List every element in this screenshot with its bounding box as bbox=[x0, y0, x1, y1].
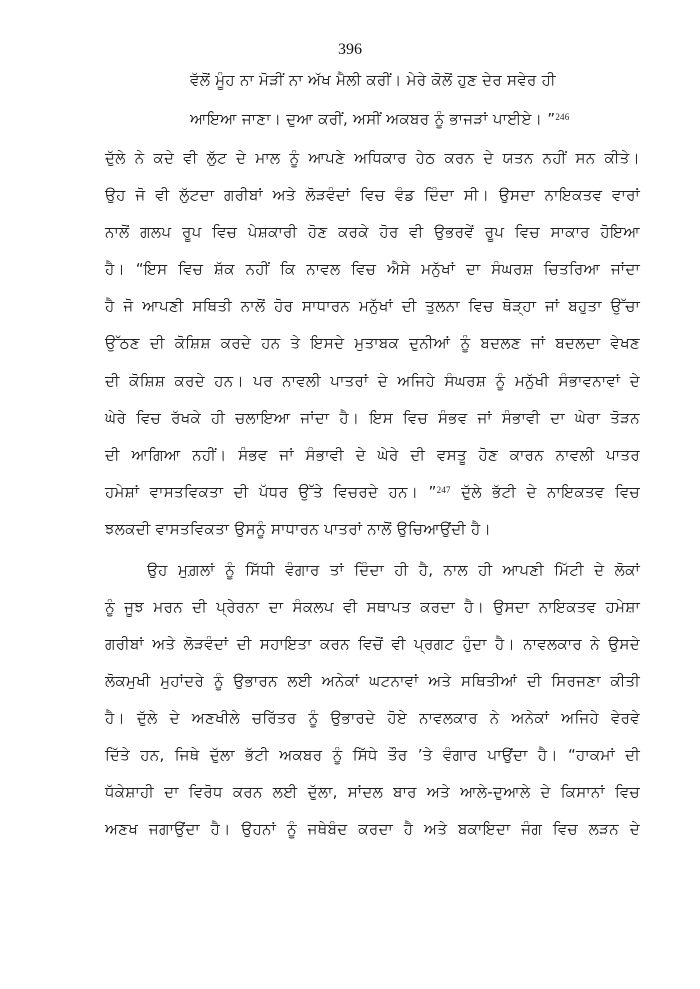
paragraph-line-text: ਦੁੱਲੇ ਭੱਟੀ ਦੇ ਨਾਇਕਤਵ ਵਿਚ bbox=[450, 483, 640, 501]
footnote-ref: 246 bbox=[555, 112, 570, 122]
paragraph-line: ਦਿੱਤੇ ਹਨ, ਜਿਥੇ ਦੁੱਲਾ ਭੱਟੀ ਅਕਬਰ ਨੂੰ ਸਿੱਧੇ ਤੌਰ ’ਤੇ ਵੰਗਾਰ ਪਾਉਂਦਾ ਹੈ। “ਹਾਕਮਾਂ ਦੀ bbox=[105, 746, 640, 764]
quote-line: ਵੱਲੋਂ ਮੂੰਹ ਨਾ ਮੋੜੀਂ ਨਾ ਅੱਖ ਮੈਲੀ ਕਰੀਂ। ਮੇਰੇ ਕੋਲੋਂ ਹੁਣ ਦੇਰ ਸਵੇਰ ਹੀ bbox=[190, 71, 556, 89]
paragraph-line: ਹੈ। “ਇਸ ਵਿਚ ਸ਼ੱਕ ਨਹੀਂ ਕਿ ਨਾਵਲ ਵਿਚ ਐਸੇ ਮਨੁੱਖਾਂ ਦਾ ਸੰਘਰਸ਼ ਚਿਤਰਿਆ ਜਾਂਦਾ bbox=[105, 260, 640, 278]
footnote-ref: 247 bbox=[436, 485, 451, 495]
paragraph-line: ਅਣਖ ਜਗਾਉਂਦਾ ਹੈ। ਉਹਨਾਂ ਨੂੰ ਜਥੇਬੰਦ ਕਰਦਾ ਹੈ ਅਤੇ ਬਕਾਇਦਾ ਜੰਗ ਵਿਚ ਲੜਨ ਦੇ bbox=[105, 820, 640, 838]
quote-line-text: ਆਇਆ ਜਾਣਾ। ਦੁਆ ਕਰੀਂ, ਅਸੀਂ ਅਕਬਰ ਨੂੰ ਭਾਜੜਾਂ ਪਾਈਏ। ” bbox=[190, 110, 556, 128]
paragraph-line-text: ਹਮੇਸ਼ਾਂ ਵਾਸਤਵਿਕਤਾ ਦੀ ਪੱਧਰ ਉੱਤੇ ਵਿਚਰਦੇ ਹਨ। ” bbox=[105, 483, 437, 501]
paragraph-line: ਉਹ ਮੁਗ਼ਲਾਂ ਨੂੰ ਸਿੱਧੀ ਵੰਗਾਰ ਤਾਂ ਦਿੰਦਾ ਹੀ ਹੈ, ਨਾਲ ਹੀ ਆਪਣੀ ਮਿੱਟੀ ਦੇ ਲੋਕਾਂ bbox=[147, 561, 640, 579]
paragraph-line: ਲੋਕਮੁਖੀ ਮੁਹਾਂਦਰੇ ਨੂੰ ਉਭਾਰਨ ਲਈ ਅਨੇਕਾਂ ਘਟਨਾਵਾਂ ਅਤੇ ਸਥਿਤੀਆਂ ਦੀ ਸਿਰਜਣਾ ਕੀਤੀ bbox=[105, 672, 640, 690]
paragraph-line: ਹੈ ਜੋ ਆਪਣੀ ਸਥਿਤੀ ਨਾਲੋਂ ਹੋਰ ਸਾਧਾਰਨ ਮਨੁੱਖਾਂ ਦੀ ਤੁਲਨਾ ਵਿਚ ਥੋੜ੍ਹਾ ਜਾਂ ਬਹੁਤਾ ਉੱਚਾ bbox=[105, 297, 640, 315]
paragraph-line: ਨੂੰ ਜੂਝ ਮਰਨ ਦੀ ਪ੍ਰੇਰਨਾ ਦਾ ਸੰਕਲਪ ਵੀ ਸਥਾਪਤ ਕਰਦਾ ਹੈ। ਉਸਦਾ ਨਾਇਕਤਵ ਹਮੇਸ਼ਾ bbox=[105, 598, 640, 616]
paragraph-line: ਗਰੀਬਾਂ ਅਤੇ ਲੋੜਵੰਦਾਂ ਦੀ ਸਹਾਇਤਾ ਕਰਨ ਵਿਚੋਂ ਵੀ ਪ੍ਰਗਟ ਹੁੰਦਾ ਹੈ। ਨਾਵਲਕਾਰ ਨੇ ਉਸਦੇ bbox=[105, 635, 640, 653]
paragraph-line: ਨਾਲੋਂ ਗਲਪ ਰੂਪ ਵਿਚ ਪੇਸ਼ਕਾਰੀ ਹੋਣ ਕਰਕੇ ਹੋਰ ਵੀ ਉਭਰਵੇਂ ਰੂਪ ਵਿਚ ਸਾਕਾਰ ਹੋਇਆ bbox=[105, 223, 640, 241]
paragraph-line: ਝਲਕਦੀ ਵਾਸਤਵਿਕਤਾ ਉਸਨੂੰ ਸਾਧਾਰਨ ਪਾਤਰਾਂ ਨਾਲੋਂ ਉਚਿਆਉਂਦੀ ਹੈ। bbox=[105, 520, 492, 538]
paragraph-line: ਘੇਰੇ ਵਿਚ ਰੱਖਕੇ ਹੀ ਚਲਾਇਆ ਜਾਂਦਾ ਹੈ। ਇਸ ਵਿਚ ਸੰਭਵ ਜਾਂ ਸੰਭਾਵੀ ਦਾ ਘੇਰਾ ਤੋੜਨ bbox=[105, 409, 640, 427]
paragraph-line bbox=[105, 481, 640, 503]
paragraph-line: ਉਹ ਜੋ ਵੀ ਲੁੱਟਦਾ ਗਰੀਬਾਂ ਅਤੇ ਲੋੜਵੰਦਾਂ ਵਿਚ ਵੰਡ ਦਿੰਦਾ ਸੀ। ਉਸਦਾ ਨਾਇਕਤਵ ਵਾਰਾਂ bbox=[105, 186, 640, 204]
paragraph-line: ਹੈ। ਦੁੱਲੇ ਦੇ ਅਣਖੀਲੇ ਚਰਿੱਤਰ ਨੂੰ ਉਭਾਰਦੇ ਹੋਏ ਨਾਵਲਕਾਰ ਨੇ ਅਨੇਕਾਂ ਅਜਿਹੇ ਵੇਰਵੇ bbox=[105, 709, 640, 727]
paragraph-line: ਉੱਠਣ ਦੀ ਕੋਸ਼ਿਸ਼ ਕਰਦੇ ਹਨ ਤੇ ਇਸਦੇ ਮੁਤਾਬਕ ਦੁਨੀਆਂ ਨੂੰ ਬਦਲਣ ਜਾਂ ਬਦਲਦਾ ਵੇਖਣ bbox=[105, 334, 640, 352]
quote-line bbox=[190, 108, 569, 130]
paragraph-line: ਧੱਕੇਸ਼ਾਹੀ ਦਾ ਵਿਰੋਧ ਕਰਨ ਲਈ ਦੁੱਲਾ, ਸਾਂਦਲ ਬਾਰ ਅਤੇ ਆਲੇ-ਦੁਆਲੇ ਦੇ ਕਿਸਾਨਾਂ ਵਿਚ bbox=[105, 783, 640, 801]
paragraph-line: ਦੀ ਕੋਸ਼ਿਸ਼ ਕਰਦੇ ਹਨ। ਪਰ ਨਾਵਲੀ ਪਾਤਰਾਂ ਦੇ ਅਜਿਹੇ ਸੰਘਰਸ਼ ਨੂੰ ਮਨੁੱਖੀ ਸੰਭਾਵਨਾਵਾਂ ਦੇ bbox=[105, 372, 640, 390]
page-number: 396 bbox=[338, 41, 362, 58]
paragraph-line: ਦੁੱਲੇ ਨੇ ਕਦੇ ਵੀ ਲੁੱਟ ਦੇ ਮਾਲ ਨੂੰ ਆਪਣੇ ਅਧਿਕਾਰ ਹੇਠ ਕਰਨ ਦੇ ਯਤਨ ਨਹੀਂ ਸਨ ਕੀਤੇ। bbox=[105, 149, 640, 167]
paragraph-line: ਦੀ ਆਗਿਆ ਨਹੀਂ। ਸੰਭਵ ਜਾਂ ਸੰਭਾਵੀ ਦੇ ਘੇਰੇ ਦੀ ਵਸਤੂ ਹੋਣ ਕਾਰਨ ਨਾਵਲੀ ਪਾਤਰ bbox=[105, 446, 640, 464]
